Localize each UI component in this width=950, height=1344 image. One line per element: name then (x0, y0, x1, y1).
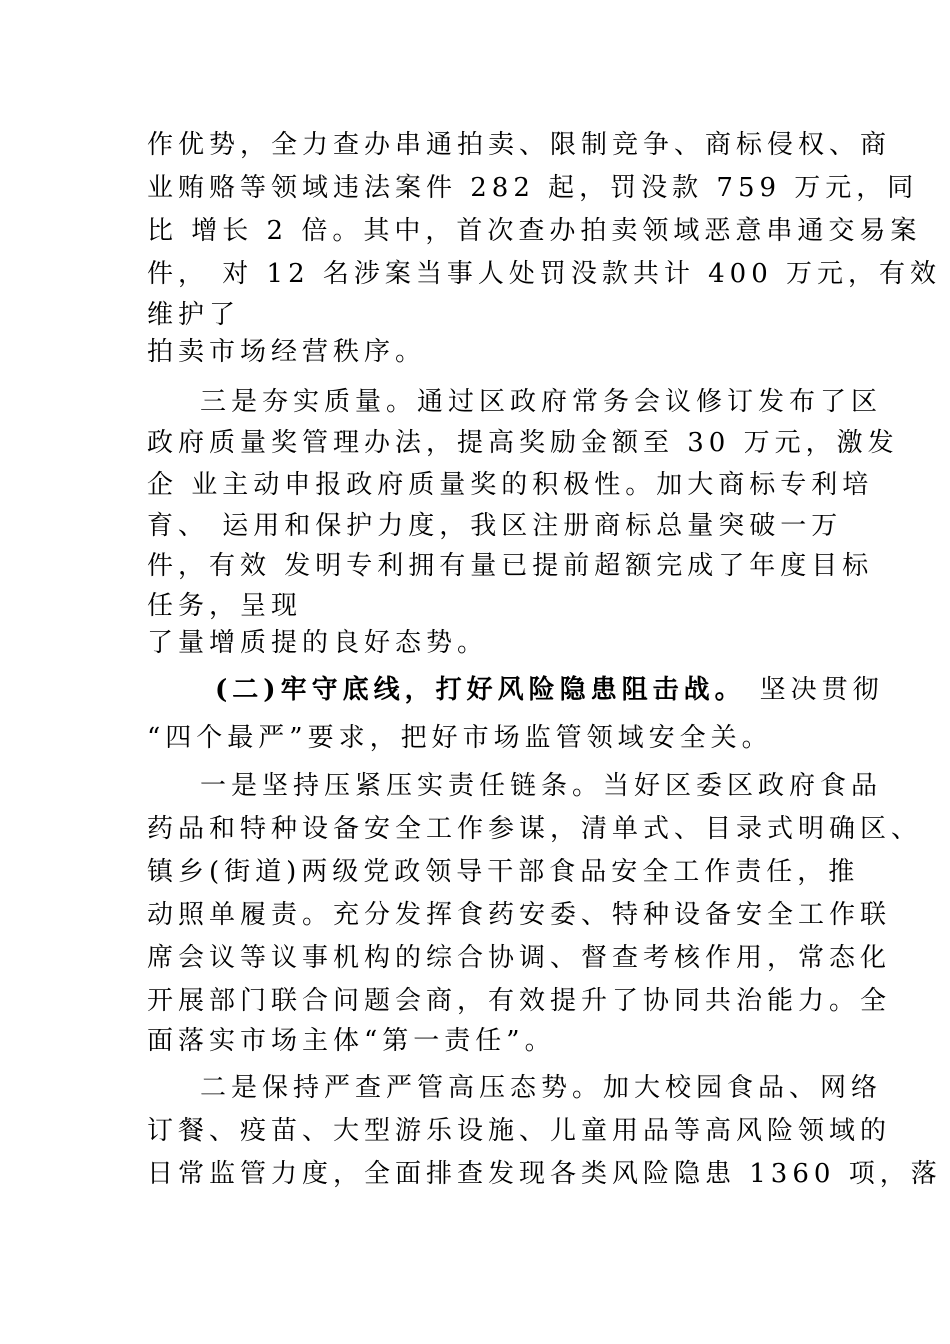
text-line: 任务，呈现 (147, 591, 303, 621)
text-line: 比 增长 2 倍。其中，首次查办拍卖领域恶意串通交易案 (147, 216, 922, 246)
text-line: 订餐、疫苗、大型游乐设施、儿童用品等高风险领域的 (147, 1116, 892, 1146)
text-line: 政府质量奖管理办法，提高奖励金额至 30 万元，激发 (147, 428, 899, 458)
text-line: 镇乡(街道)两级党政领导干部食品安全工作责任，推 (147, 857, 860, 887)
text-line: 拍卖市场经营秩序。 (147, 337, 427, 367)
text-line: 件， 对 12 名涉案当事人处罚没款共计 400 万元，有效 (147, 259, 942, 289)
text-line: 育、 运用和保护力度，我区注册商标总量突破一万 (147, 511, 843, 541)
text-line: 二是保持严查严管高压态势。加大校园食品、网络 (200, 1073, 883, 1103)
text-line: “四个最严”要求，把好市场监管领域安全关。 (147, 723, 773, 753)
text-line: 面落实市场主体“第一责任”。 (147, 1026, 556, 1056)
text-line: 席会议等议事机构的综合协调、督查考核作用，常态化 (147, 943, 892, 973)
text-line: 一是坚持压紧压实责任链条。当好区委区政府食品 (200, 771, 883, 801)
text-line: 件，有效 发明专利拥有量已提前超额完成了年度目标 (147, 551, 874, 581)
text-line: 维护了 (147, 300, 241, 330)
heading-tail-text: 坚决贯彻 (759, 675, 884, 705)
section-heading-line (215, 672, 884, 708)
text-line: 日常监管力度，全面排查发现各类风险隐患 1360 项，落 (147, 1159, 942, 1189)
text-line: 药品和特种设备安全工作参谋，清单式、目录式明确区、 (147, 814, 923, 844)
text-line: 动照单履责。充分发挥食药安委、特种设备安全工作联 (147, 900, 892, 930)
text-line: 业贿赂等领域违法案件 282 起，罚没款 759 万元，同 (147, 173, 919, 203)
section-heading: (二)牢守底线，打好风险隐患阻击战。 (215, 675, 746, 705)
text-line: 三是夯实质量。通过区政府常务会议修订发布了区 (200, 387, 883, 417)
text-line: 企 业主动申报政府质量奖的积极性。加大商标专利培 (147, 470, 874, 500)
text-line: 开展部门联合问题会商，有效提升了协同共治能力。全 (147, 986, 892, 1016)
text-line: 作优势，全力查办串通拍卖、限制竞争、商标侵权、商 (147, 130, 892, 160)
text-line: 了量增质提的良好态势。 (147, 628, 489, 658)
